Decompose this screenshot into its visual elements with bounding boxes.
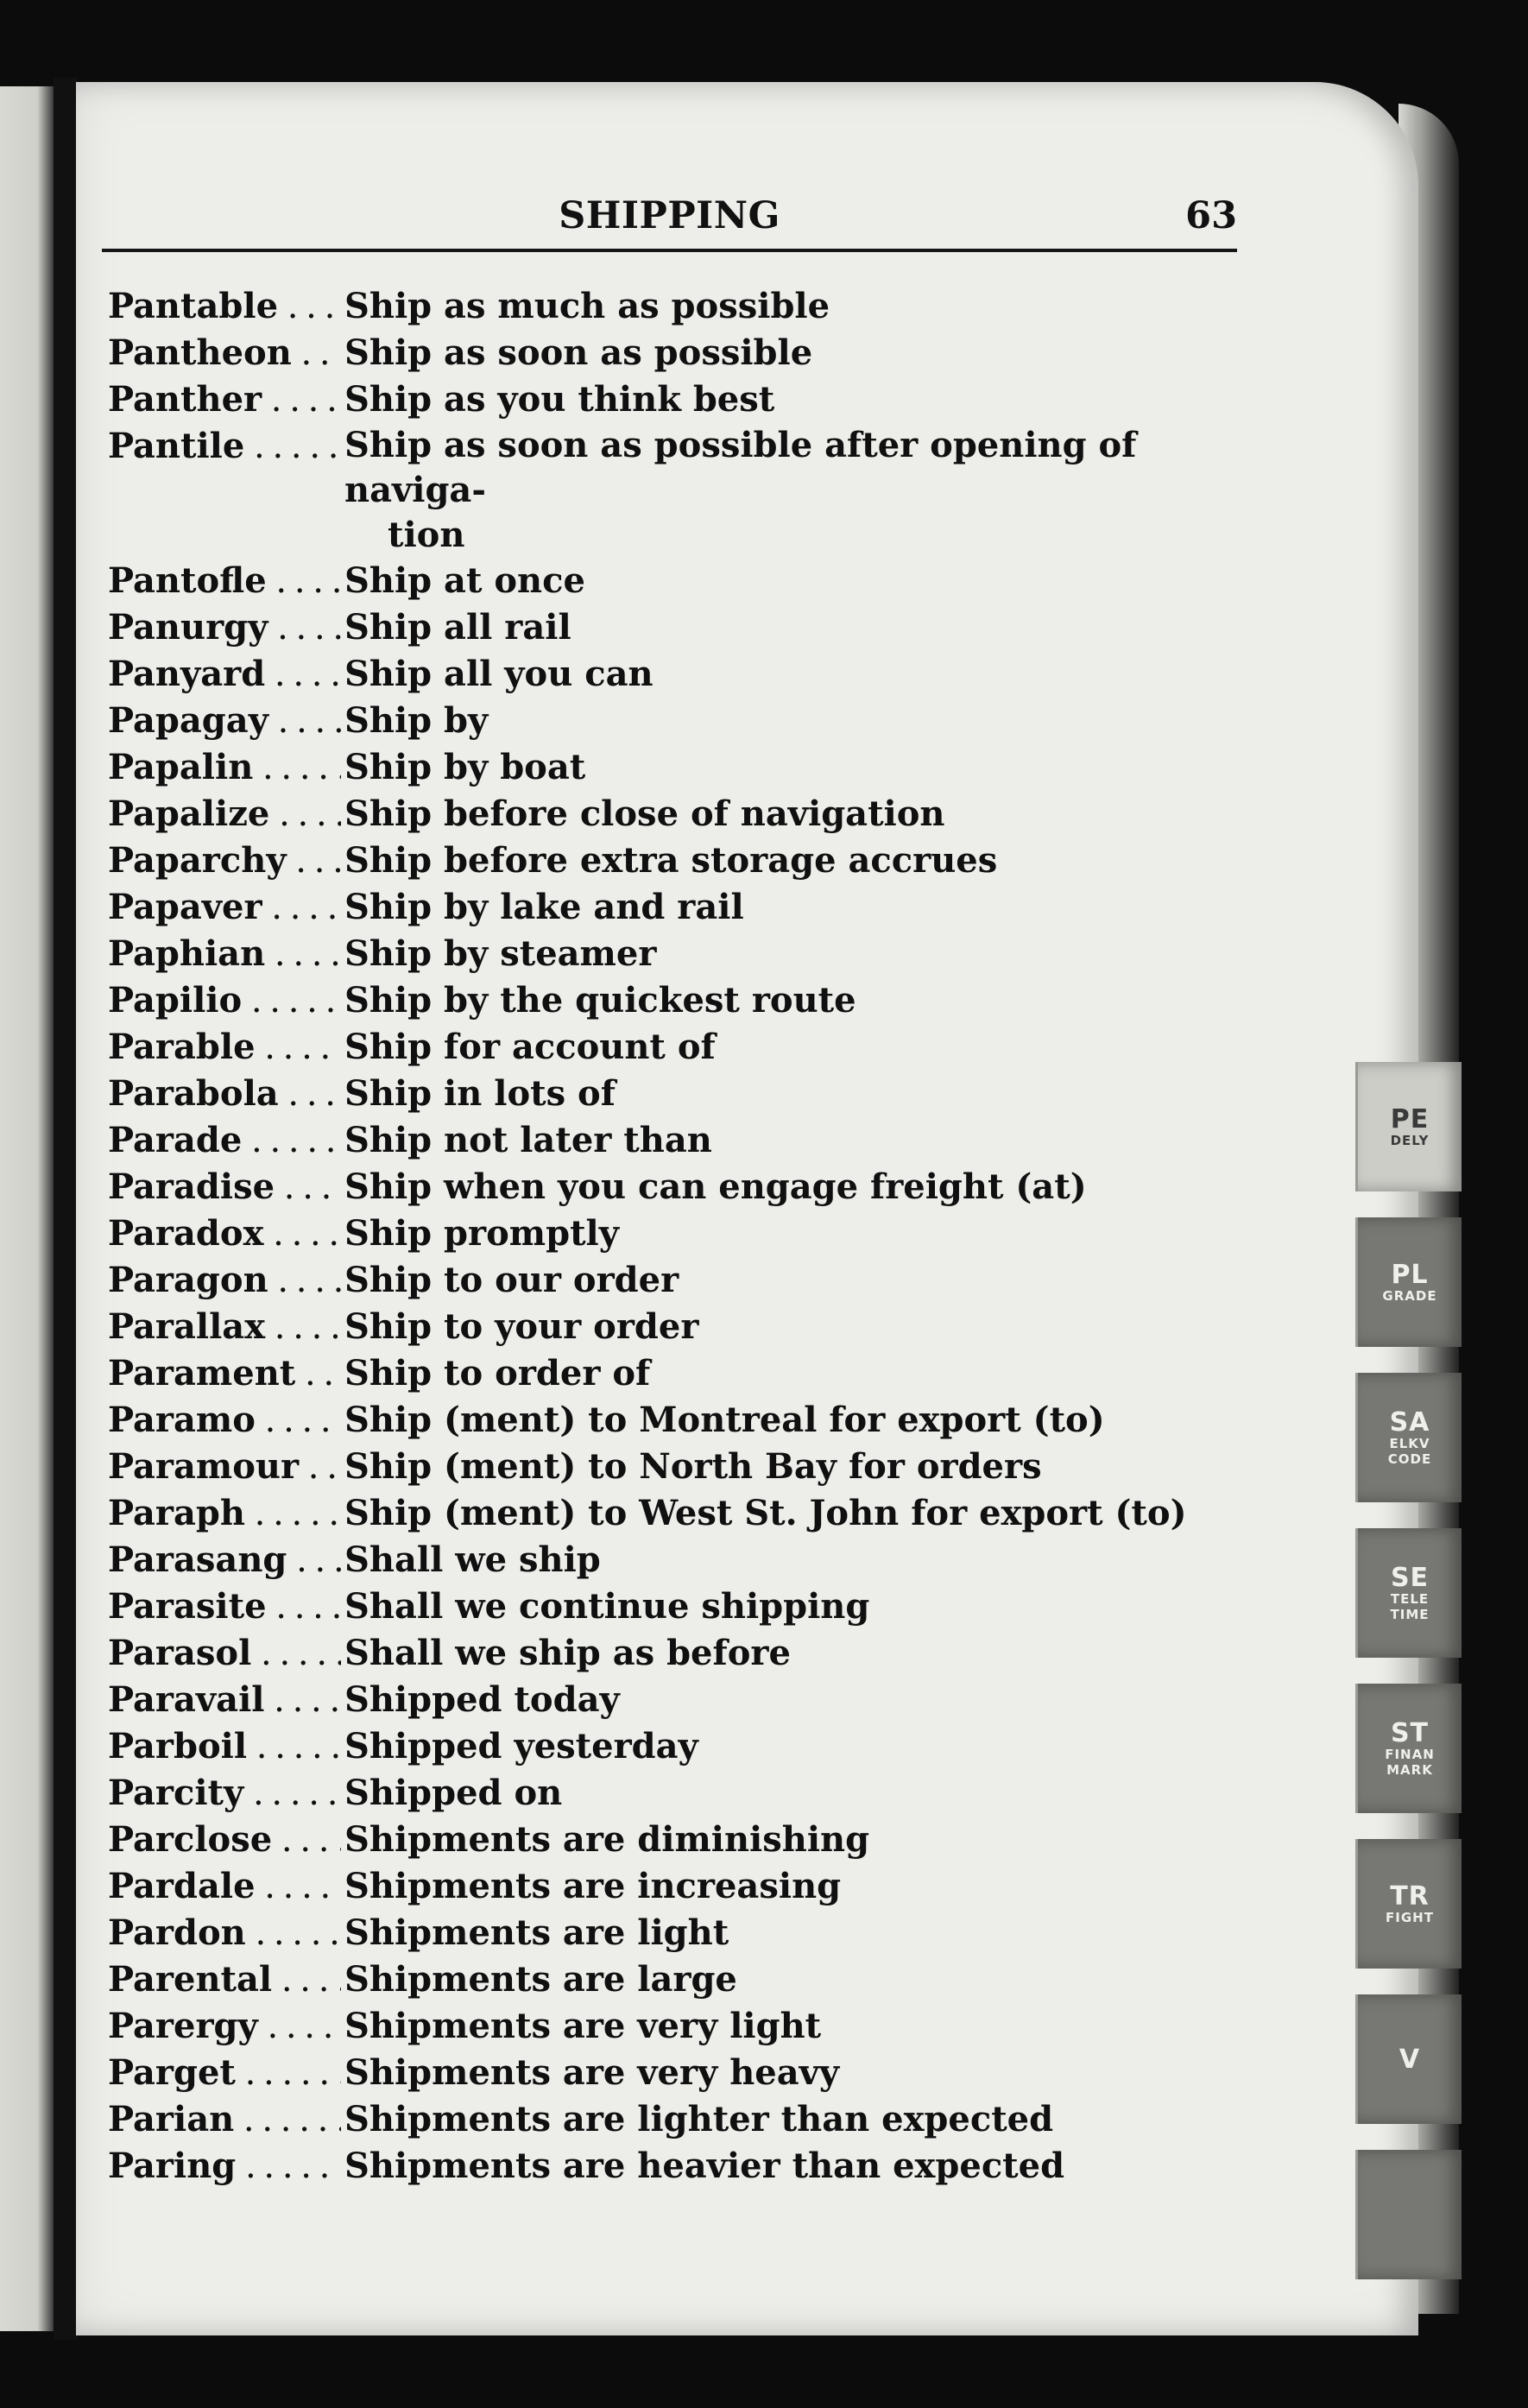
- code-meaning: Shall we ship: [344, 1539, 601, 1580]
- code-entry: [108, 1210, 1239, 1257]
- code-meaning: Ship (ment) to Montreal for export (to): [344, 1400, 1105, 1440]
- code-entry: [108, 1024, 1239, 1071]
- code-entry: [108, 1397, 1239, 1444]
- thumb-tab-st[interactable]: [1355, 1684, 1462, 1813]
- code-word: Paparchy . . .: [108, 837, 341, 884]
- book-binding: [54, 78, 78, 2340]
- code-word: Pantile . . .: [108, 423, 341, 470]
- code-word: Paring . . .: [108, 2143, 341, 2190]
- code-meaning: Ship before close of navigation: [344, 793, 945, 834]
- code-entry-list: [108, 283, 1239, 2190]
- code-meaning: Shipments are lighter than expected: [344, 2099, 1054, 2139]
- code-word: Parament . . .: [108, 1350, 341, 1397]
- code-entry: [108, 2096, 1239, 2143]
- page-number: 63: [1185, 194, 1237, 237]
- code-word: Pantofle . . .: [108, 558, 341, 604]
- tab-letters: V: [1399, 2044, 1421, 2075]
- code-meaning: Ship by: [344, 700, 489, 741]
- code-meaning: Shipments are heavier than expected: [344, 2146, 1065, 2186]
- code-word: Parergy . . .: [108, 2003, 341, 2050]
- tab-letters: SE: [1390, 1563, 1430, 1594]
- code-word: Paradise . . .: [108, 1164, 341, 1210]
- thumb-tab-se[interactable]: [1355, 1528, 1462, 1658]
- thumb-tab-tr[interactable]: [1355, 1839, 1462, 1969]
- code-word: Parallax . . .: [108, 1304, 341, 1350]
- code-entry: [108, 1257, 1239, 1304]
- code-entry: [108, 2143, 1239, 2190]
- code-word: Parasang . . .: [108, 1537, 341, 1583]
- code-entry: [108, 791, 1239, 837]
- code-entry: [108, 2050, 1239, 2096]
- code-entry: [108, 1863, 1239, 1910]
- code-word: Panther . . .: [108, 376, 341, 423]
- code-meaning-wrapped: [341, 423, 1239, 558]
- code-entry: [108, 1444, 1239, 1490]
- code-entry: [108, 1537, 1239, 1583]
- code-meaning: Shipments are large: [344, 1959, 737, 2000]
- code-entry: [108, 1817, 1239, 1863]
- code-word: Paramo . . .: [108, 1397, 341, 1444]
- tab-letters: SA: [1389, 1407, 1430, 1438]
- tab-letters: ST: [1390, 1718, 1430, 1749]
- code-meaning: Ship by steamer: [344, 933, 657, 974]
- code-meaning: Ship by lake and rail: [344, 887, 744, 927]
- code-meaning: Ship as much as possible: [344, 286, 830, 326]
- code-word: Parclose . . .: [108, 1817, 341, 1863]
- code-entry: [108, 1490, 1239, 1537]
- code-word: Paragon . . .: [108, 1257, 341, 1304]
- code-meaning: Ship by the quickest route: [344, 980, 856, 1021]
- code-entry: [108, 1304, 1239, 1350]
- code-word: Parasol . . .: [108, 1630, 341, 1677]
- code-word: Parian . . .: [108, 2096, 341, 2143]
- code-word: Pardale . . .: [108, 1863, 341, 1910]
- code-entry: [108, 744, 1239, 791]
- code-meaning: Ship as soon as possible: [344, 332, 813, 373]
- page-header: [102, 186, 1237, 250]
- code-word: Panyard . . .: [108, 651, 341, 698]
- code-word: Pardon . . .: [108, 1910, 341, 1956]
- code-word: Papilio . . .: [108, 977, 341, 1024]
- code-meaning: Ship not later than: [344, 1120, 712, 1160]
- code-word: Parade . . .: [108, 1117, 341, 1164]
- header-rule: [102, 249, 1237, 252]
- code-entry: [108, 1630, 1239, 1677]
- code-entry: [108, 1071, 1239, 1117]
- tab-caption: FINAN MARK: [1385, 1747, 1435, 1778]
- code-meaning: Ship (ment) to West St. John for export (to): [344, 1493, 1187, 1533]
- code-word: Paramour . . .: [108, 1444, 341, 1490]
- code-meaning: Ship in lots of: [344, 1073, 616, 1114]
- code-entry: [108, 376, 1239, 423]
- code-meaning: Ship to order of: [344, 1353, 651, 1394]
- tab-letters: PL: [1391, 1259, 1429, 1290]
- code-entry: [108, 837, 1239, 884]
- code-entry: [108, 1723, 1239, 1770]
- code-word: Pantable . . .: [108, 283, 341, 330]
- code-word: Papalin . . .: [108, 744, 341, 791]
- code-entry: [108, 604, 1239, 651]
- code-meaning: Ship to our order: [344, 1260, 679, 1300]
- section-title: SHIPPING: [559, 194, 780, 237]
- code-word: Parabola . . .: [108, 1071, 341, 1117]
- code-word: Papalize . . .: [108, 791, 341, 837]
- code-entry: [108, 1350, 1239, 1397]
- code-meaning: Shipments are increasing: [344, 1866, 842, 1906]
- code-meaning: Shall we ship as before: [344, 1633, 791, 1673]
- code-meaning: Shall we continue shipping: [344, 1586, 870, 1627]
- code-entry: [108, 283, 1239, 330]
- code-meaning: Shipments are diminishing: [344, 1819, 870, 1860]
- code-word: Parable . . .: [108, 1024, 341, 1071]
- adjacent-page-edge: [0, 86, 54, 2331]
- tab-caption: TELE TIME: [1390, 1591, 1430, 1622]
- code-entry: [108, 1117, 1239, 1164]
- code-meaning: Shipped yesterday: [344, 1726, 698, 1766]
- code-entry: [108, 1164, 1239, 1210]
- thumb-index-tabs: [1295, 1062, 1481, 2305]
- code-meaning: Ship (ment) to North Bay for orders: [344, 1446, 1042, 1487]
- code-word: Paphian . . .: [108, 931, 341, 977]
- code-word: Parboil . . .: [108, 1723, 341, 1770]
- code-entry: [108, 2003, 1239, 2050]
- code-word: Pantheon . . .: [108, 330, 341, 376]
- code-meaning: Ship all you can: [344, 654, 654, 694]
- thumb-tab-pl[interactable]: [1355, 1217, 1462, 1347]
- code-meaning: Ship to your order: [344, 1306, 699, 1347]
- code-entry: [108, 1677, 1239, 1723]
- tab-letters: PE: [1390, 1103, 1430, 1134]
- code-entry: [108, 1770, 1239, 1817]
- code-word: Parget . . .: [108, 2050, 341, 2096]
- tab-caption: DELY: [1390, 1132, 1430, 1148]
- thumb-tab-last[interactable]: [1355, 2150, 1462, 2279]
- code-word: Paravail . . .: [108, 1677, 341, 1723]
- code-entry: [108, 1956, 1239, 2003]
- code-meaning: Ship when you can engage freight (at): [344, 1166, 1087, 1207]
- code-meaning: Ship by boat: [344, 747, 586, 787]
- thumb-tab-v[interactable]: [1355, 1994, 1462, 2124]
- code-entry: [108, 651, 1239, 698]
- code-meaning: Shipped today: [344, 1679, 620, 1720]
- code-meaning: Ship as soon as possible after opening of naviga-: [344, 425, 1137, 510]
- code-meaning: Ship for account of: [344, 1027, 716, 1067]
- code-entry: [108, 558, 1239, 604]
- code-word: Parasite . . .: [108, 1583, 341, 1630]
- code-entry: [108, 884, 1239, 931]
- code-word: Paradox . . .: [108, 1210, 341, 1257]
- code-meaning: Shipments are very heavy: [344, 2052, 840, 2093]
- thumb-tab-pe[interactable]: [1355, 1062, 1462, 1191]
- code-meaning: Ship all rail: [344, 607, 571, 648]
- code-entry: [108, 931, 1239, 977]
- tab-caption: FIGHT: [1386, 1909, 1434, 1925]
- code-meaning: Shipments are light: [344, 1912, 729, 1953]
- code-word: Panurgy . . .: [108, 604, 341, 651]
- code-word: Papagay . . .: [108, 698, 341, 744]
- thumb-tab-sa[interactable]: [1355, 1373, 1462, 1502]
- code-meaning: Ship promptly: [344, 1213, 619, 1254]
- code-entry: [108, 1583, 1239, 1630]
- code-meaning: Ship at once: [344, 560, 585, 601]
- code-entry: [108, 698, 1239, 744]
- code-meaning: Shipped on: [344, 1773, 563, 1813]
- code-meaning-continuation: tion: [388, 515, 465, 555]
- code-entry: [108, 330, 1239, 376]
- code-meaning: Shipments are very light: [344, 2006, 822, 2046]
- code-word: Paraph . . .: [108, 1490, 341, 1537]
- code-entry: [108, 977, 1239, 1024]
- code-entry: [108, 1910, 1239, 1956]
- code-meaning: Ship as you think best: [344, 379, 775, 420]
- code-meaning: Ship before extra storage accrues: [344, 840, 998, 881]
- tab-caption: GRADE: [1382, 1287, 1437, 1304]
- code-word: Parcity . . .: [108, 1770, 341, 1817]
- code-word: Papaver . . .: [108, 884, 341, 931]
- code-word: Parental . . .: [108, 1956, 341, 2003]
- tab-letters: TR: [1390, 1880, 1430, 1912]
- tab-caption: ELKV CODE: [1387, 1436, 1432, 1467]
- code-entry: [108, 423, 1239, 558]
